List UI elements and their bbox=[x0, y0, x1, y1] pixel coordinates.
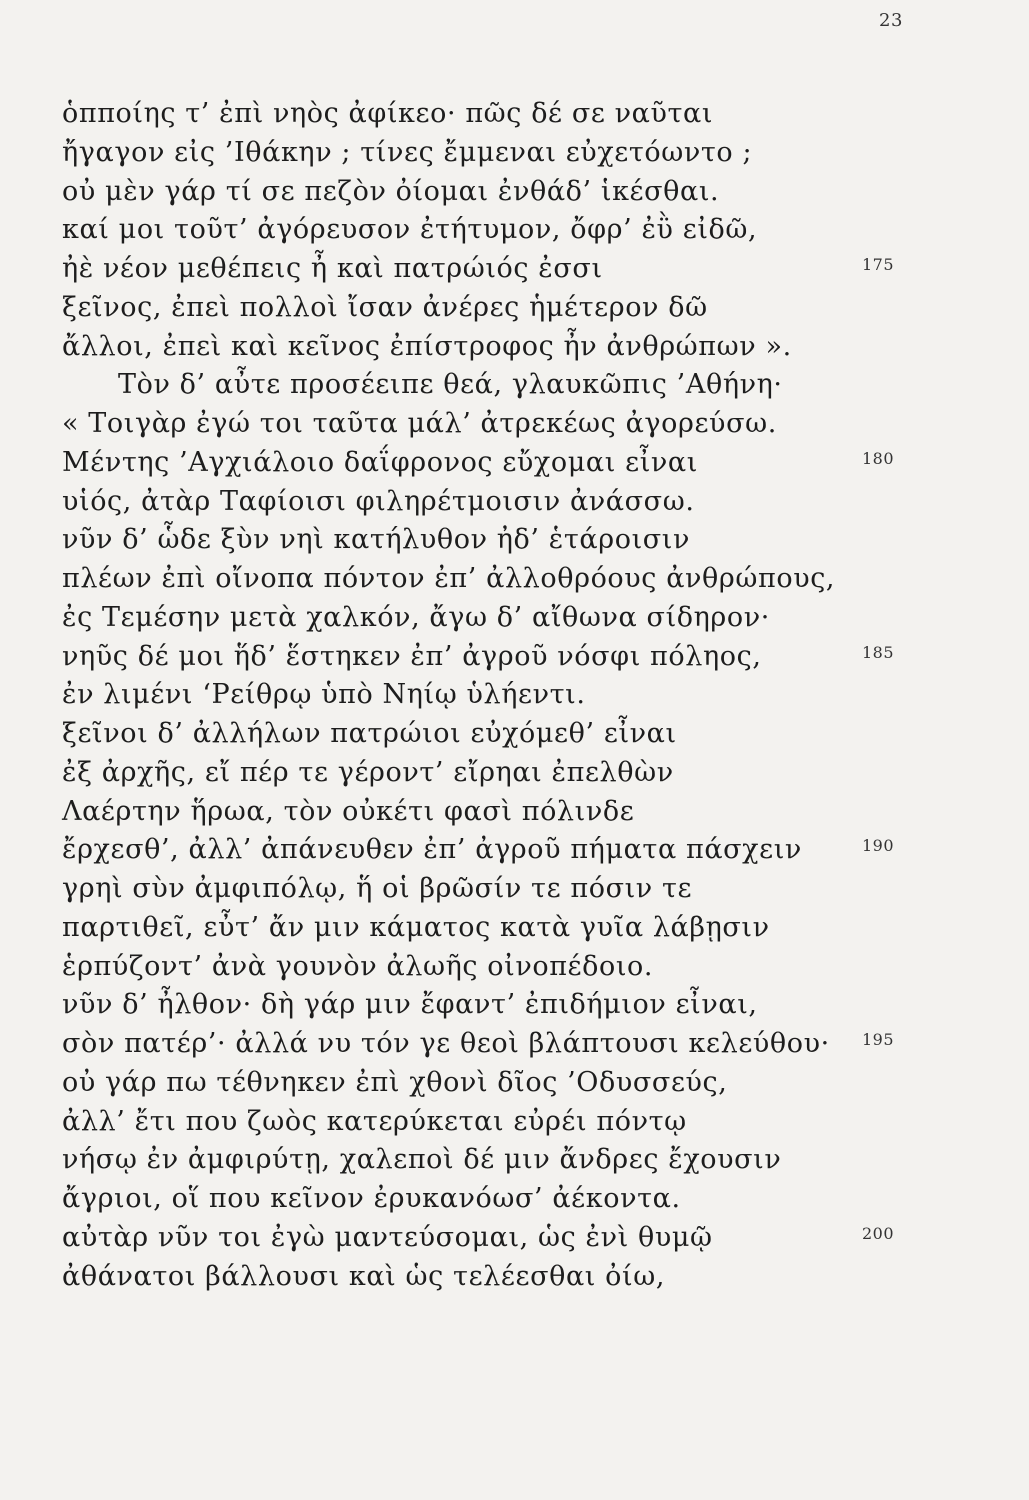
verse-line bbox=[62, 211, 962, 250]
verse-text: Τὸν δ’ αὖτε προσέειπε θεά, γλαυκῶπις ’Αθήνη· bbox=[118, 369, 783, 401]
verse-line bbox=[62, 1219, 962, 1258]
verse-text: νῦν δ’ ὧδε ξὺν νηὶ κατήλυθον ἠδ’ ἑτάροισιν bbox=[62, 524, 690, 556]
verse-text: οὐ γάρ πω τέθνηκεν ἐπὶ χθονὶ δῖος ’Οδυσσεύς, bbox=[62, 1066, 728, 1098]
verse-text: ἄλλοι, ἐπεὶ καὶ κεῖνος ἐπίστροφος ἦν ἀνθρώπων ». bbox=[62, 330, 792, 362]
verse-line bbox=[62, 676, 962, 715]
verse-line bbox=[62, 405, 962, 444]
verse-line bbox=[62, 1025, 962, 1064]
verse-line bbox=[62, 599, 962, 638]
verse-text: οὐ μὲν γάρ τί σε πεζὸν ὀίομαι ἐνθάδ’ ἱκέσθαι. bbox=[62, 175, 720, 207]
line-number: 185 bbox=[862, 642, 895, 662]
verse-text: ἤγαγον εἰς ’Ιθάκην ; τίνες ἔμμεναι εὐχετόωντο ; bbox=[62, 136, 753, 168]
verse-text: ἑρπύζοντ’ ἀνὰ γουνὸν ἀλωῆς οἰνοπέδοιο. bbox=[62, 950, 654, 982]
verse-line bbox=[62, 483, 962, 522]
verse-text: ἐν λιμένι ‘Ρείθρῳ ὑπὸ Νηίῳ ὑλήεντι. bbox=[62, 679, 586, 711]
verse-line bbox=[62, 870, 962, 909]
line-number: 180 bbox=[862, 448, 895, 468]
verse-line bbox=[62, 793, 962, 832]
verse-line bbox=[62, 831, 962, 870]
poem-text bbox=[62, 95, 962, 1296]
verse-text: « Τοιγὰρ ἐγώ τοι ταῦτα μάλ’ ἀτρεκέως ἀγορεύσω. bbox=[62, 408, 777, 439]
verse-line bbox=[62, 366, 962, 405]
verse-text: ἄγριοι, οἵ που κεῖνον ἐρυκανόωσ’ ἀέκοντα. bbox=[62, 1183, 681, 1214]
verse-text: νήσῳ ἐν ἀμφιρύτῃ, χαλεποὶ δέ μιν ἄνδρες ἔχουσιν bbox=[62, 1144, 782, 1176]
verse-text: ἀλλ’ ἔτι που ζωὸς κατερύκεται εὐρέι πόντῳ bbox=[62, 1105, 687, 1137]
verse-line bbox=[62, 638, 962, 677]
verse-text: καί μοι τοῦτ’ ἀγόρευσον ἐτήτυμον, ὄφρ’ ἐῢ εἰδῶ, bbox=[62, 214, 758, 246]
verse-text: σὸν πατέρ’· ἀλλά νυ τόν γε θεοὶ βλάπτουσι κελεύθου· bbox=[62, 1028, 830, 1059]
verse-text: Μέντης ’Αγχιάλοιο δαΐφρονος εὔχομαι εἶναι bbox=[62, 446, 698, 478]
verse-line bbox=[62, 754, 962, 793]
verse-line bbox=[62, 560, 962, 599]
verse-line bbox=[62, 1103, 962, 1142]
page-number: 23 bbox=[879, 10, 903, 31]
line-number: 190 bbox=[862, 836, 895, 856]
verse-line bbox=[62, 289, 962, 328]
verse-text: Λαέρτην ἥρωα, τὸν οὐκέτι φασὶ πόλινδε bbox=[62, 795, 635, 827]
verse-line bbox=[62, 444, 962, 483]
verse-line bbox=[62, 1141, 962, 1180]
verse-text: ἔρχεσθ’, ἀλλ’ ἀπάνευθεν ἐπ’ ἀγροῦ πήματα πάσχειν bbox=[62, 834, 802, 866]
line-number: 195 bbox=[862, 1030, 895, 1049]
verse-text: ξεῖνος, ἐπεὶ πολλοὶ ἴσαν ἀνέρες ἡμέτερον δῶ bbox=[62, 291, 708, 323]
verse-line bbox=[62, 328, 962, 367]
verse-text: ἐς Τεμέσην μετὰ χαλκόν, ἄγω δ’ αἴθωνα σίδηρον· bbox=[62, 601, 770, 633]
verse-text: νηῦς δέ μοι ἥδ’ ἕστηκεν ἐπ’ ἀγροῦ νόσφι πόληος, bbox=[62, 640, 762, 672]
verse-text: νῦν δ’ ἦλθον· δὴ γάρ μιν ἔφαντ’ ἐπιδήμιον εἶναι, bbox=[62, 989, 758, 1021]
verse-text: πλέων ἐπὶ οἴνοπα πόντον ἐπ’ ἀλλοθρόους ἀνθρώπους, bbox=[62, 563, 836, 594]
verse-text: ἐξ ἀρχῆς, εἴ πέρ τε γέροντ’ εἴρηαι ἐπελθὼν bbox=[62, 756, 674, 788]
verse-line bbox=[62, 948, 962, 987]
verse-text: ἠὲ νέον μεθέπεις ἦ καὶ πατρώιός ἐσσι bbox=[62, 253, 603, 284]
line-number: 200 bbox=[862, 1223, 895, 1243]
verse-line bbox=[62, 250, 962, 289]
verse-text: παρτιθεῖ, εὖτ’ ἄν μιν κάματος κατὰ γυῖα λάβῃσιν bbox=[62, 911, 770, 943]
verse-text: ὁπποίης τ’ ἐπὶ νηὸς ἀφίκεο· πῶς δέ σε ναῦται bbox=[62, 98, 714, 129]
verse-line bbox=[62, 909, 962, 948]
verse-line bbox=[62, 134, 962, 173]
verse-text: γρηὶ σὺν ἀμφιπόλῳ, ἥ οἱ βρῶσίν τε πόσιν τε bbox=[62, 873, 693, 904]
verse-line bbox=[62, 715, 962, 754]
verse-text: ξεῖνοι δ’ ἀλλήλων πατρώιοι εὐχόμεθ’ εἶναι bbox=[62, 718, 677, 749]
verse-line bbox=[62, 1180, 962, 1219]
verse-text: αὐτὰρ νῦν τοι ἐγὼ μαντεύσομαι, ὡς ἐνὶ θυμῷ bbox=[62, 1221, 713, 1253]
verse-line bbox=[62, 1258, 962, 1297]
verse-line bbox=[62, 521, 962, 560]
verse-line bbox=[62, 95, 962, 134]
verse-text: υἱός, ἀτὰρ Ταφίοισι φιληρέτμοισιν ἀνάσσω. bbox=[62, 485, 695, 517]
verse-line bbox=[62, 1064, 962, 1103]
verse-line bbox=[62, 986, 962, 1025]
verse-line bbox=[62, 173, 962, 212]
line-number: 175 bbox=[862, 255, 895, 274]
verse-text: ἀθάνατοι βάλλουσι καὶ ὡς τελέεσθαι ὀίω, bbox=[62, 1260, 666, 1292]
